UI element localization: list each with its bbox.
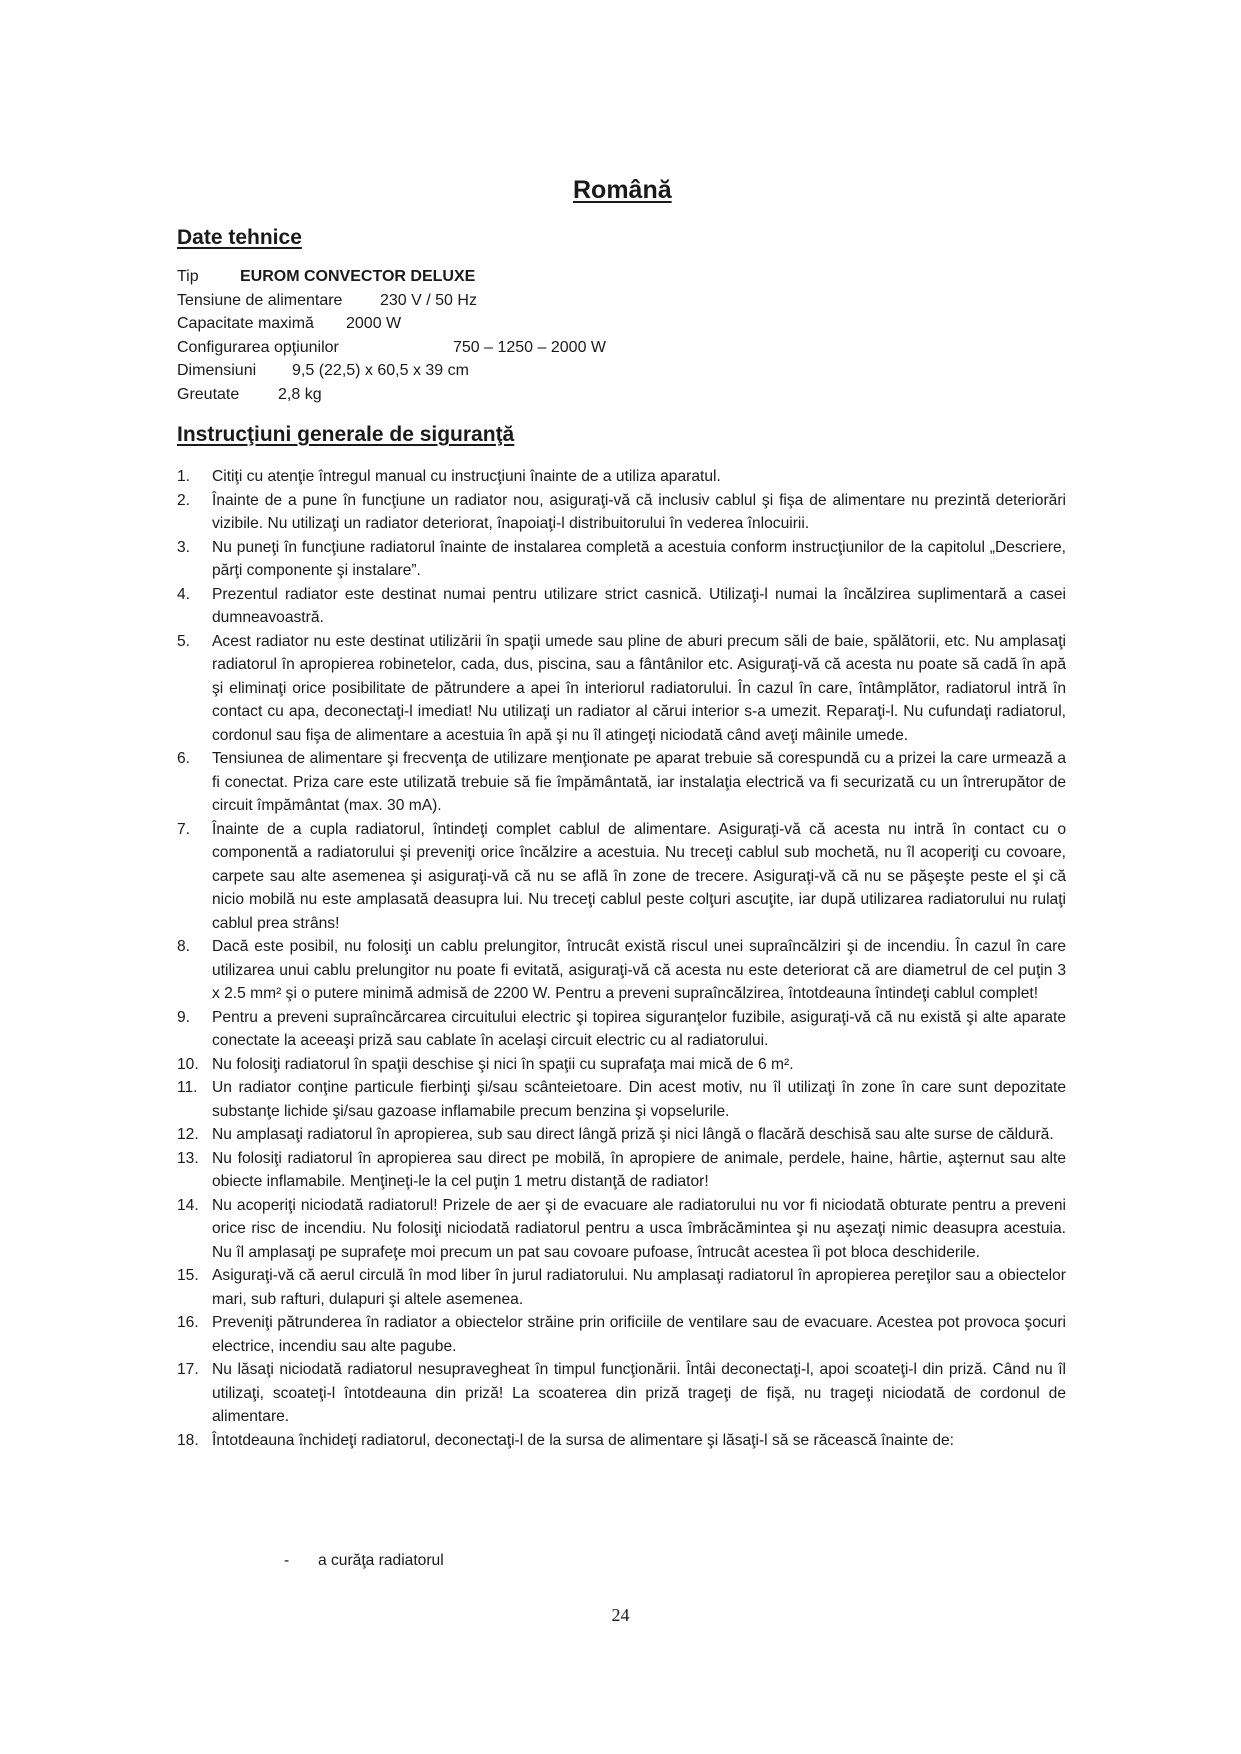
item-text: Nu folosiţi radiatorul în apropierea sau direct pe mobilă, în apropiere de animale, perdele, haine, hârtie, aşternut sau alte obiecte inflamabile. Menţineţi-le la cel puţin 1 metru distanţă de radiator!: [212, 1149, 1066, 1190]
safety-heading: Instrucţiuni generale de siguranţă: [177, 423, 515, 446]
item-text: Pentru a preveni supraîncărcarea circuitului electric şi topirea siguranţelor fuzibile, asiguraţi-vă că nu există şi alte aparate conectate la aceeaşi priză sau cablate în acelaşi circuit electric cu al radiatorului.: [212, 1008, 1066, 1049]
spec-row-weight: [177, 383, 342, 407]
spec-label: Dimensiuni: [177, 362, 257, 379]
item-text: Întotdeauna închideţi radiatorul, deconectaţi-l de la sursa de alimentare şi lăsaţi-l să se răcească înainte de:: [212, 1431, 954, 1449]
item-text: Citiţi cu atenţie întregul manual cu instrucţiuni înainte de a utiliza aparatul.: [212, 468, 721, 485]
list-item: [177, 536, 1066, 583]
list-item: [177, 1429, 1066, 1453]
list-item: [177, 1358, 1066, 1429]
item-number: 18.: [177, 1431, 199, 1449]
list-item: [177, 489, 1066, 536]
list-item: [177, 818, 1066, 936]
spec-value: 2000 W: [346, 315, 402, 332]
spec-row-dimensions: [177, 359, 469, 383]
list-item: [177, 1076, 1066, 1123]
item-number: 7.: [177, 820, 191, 838]
spec-label: Configurarea opţiunilor: [177, 338, 339, 356]
safety-instructions-list: [177, 465, 1066, 1452]
item-text: Un radiator conţine particule fierbinţi şi/sau scânteietoare. Din acest motiv, nu îl utilizaţi în zone în care sunt depozitate substanţe lichide şi/sau gazoase inflamabile precum benzina şi vopselurile.: [212, 1079, 1066, 1120]
list-item: [177, 1194, 1066, 1265]
item-number: 4.: [177, 585, 191, 603]
list-item: [177, 935, 1066, 1006]
sub-list-item: [284, 1549, 444, 1573]
item-number: 6.: [177, 750, 191, 767]
item-text: Înainte de a cupla radiatorul, întindeţi complet cablul de alimentare. Asiguraţi-vă că acesta nu intră în contact cu o componentă a radiatorului şi preveniţi orice încălzire a acestuia. Nu treceţi cablul sub mochetă, nu îl acoperiţi cu covoare, carpete sau alte asemenea şi asiguraţi-vă că nu se află în zone de trecere. Asiguraţi-vă că nu se păşeşte peste el şi că nicio mobilă nu este amplasată deasupra lui. Nu treceţi cablul peste colţuri ascuţite, iar după utilizarea radiatorului nu rulaţi cablul prea strâns!: [212, 820, 1066, 932]
technical-data-heading: Date tehnice: [177, 226, 302, 249]
spec-row-type: [177, 265, 476, 289]
sub-item-text: a curăţa radiatorul: [318, 1552, 444, 1569]
dash-bullet: -: [284, 1552, 290, 1569]
item-text: Nu amplasaţi radiatorul în apropierea, sub sau direct lângă priză şi nici lângă o flacără deschisă sau alte surse de căldură.: [212, 1126, 1054, 1143]
spec-row-voltage: [177, 289, 477, 313]
spec-row-capacity: [177, 312, 402, 336]
item-number: 15.: [177, 1267, 199, 1284]
list-item: [177, 583, 1066, 630]
spec-value: EUROM CONVECTOR DELUXE: [240, 268, 476, 285]
list-item: [177, 747, 1066, 818]
spec-label: Capacitate maximă: [177, 315, 314, 332]
spec-value: 2,8 kg: [278, 385, 322, 403]
item-number: 12.: [177, 1126, 199, 1143]
item-text: Dacă este posibil, nu folosiţi un cablu prelungitor, întrucât există riscul unei supraîncălziri şi de incendiu. În cazul în care utilizarea unui cablu prelungitor nu poate fi evitată, asiguraţi-vă că acesta nu este deteriorat că are diametrul de cel puţin 3 x 2.5 mm² şi o putere minimă admisă de 2200 W. Pentru a preveni supraîncălzirea, întotdeauna întindeţi cablul complet!: [212, 938, 1066, 1002]
item-number: 14.: [177, 1196, 199, 1214]
page-number: 24: [611, 1605, 630, 1625]
list-item: [177, 630, 1066, 748]
spec-label: Tensiune de alimentare: [177, 291, 343, 309]
list-item: [177, 465, 1066, 489]
item-text: Preveniţi pătrunderea în radiator a obiectelor străine prin orificiile de ventilare sau de evacuare. Acestea pot provoca şocuri electrice, incendiu sau alte pagube.: [212, 1314, 1066, 1355]
spec-row-options: [177, 336, 607, 360]
list-item: [177, 1264, 1066, 1311]
page-title: Română: [573, 176, 672, 204]
item-text: Nu lăsaţi niciodată radiatorul nesupravegheat în timpul funcţionării. Întâi deconectaţi-l, apoi scoateţi-l din priză. Când nu îl utilizaţi, scoateţi-l întotdeauna din priză! La scoaterea din priză trageţi de fişă, nu trageţi niciodată de cordonul de alimentare.: [212, 1361, 1066, 1425]
spec-value: 9,5 (22,5) x 60,5 x 39 cm: [292, 362, 469, 379]
item-number: 10.: [177, 1055, 199, 1073]
item-number: 3.: [177, 538, 191, 556]
item-text: Nu puneţi în funcţiune radiatorul înainte de instalarea completă a acestuia conform instrucţiunilor de la capitolul „Descriere, părţi componente şi instalare”.: [212, 538, 1066, 579]
item-number: 13.: [177, 1149, 199, 1167]
list-item: [177, 1053, 1066, 1077]
item-text: Acest radiator nu este destinat utilizării în spaţii umede sau pline de aburi precum săli de baie, spălătorii, etc. Nu amplasaţi radiatorul în apropierea robinetelor, cada, dus, piscina, sau a fântânilor etc. Asiguraţi-vă că acesta nu poate să cadă în apă şi eliminaţi orice posibilitate de pătrundere a apei în interiorul radiatorului. În cazul în care, întâmplător, radiatorul intră în contact cu apa, deconectaţi-l imediat! Nu utilizaţi un radiator al cărui interior s-a umezit. Reparaţi-l. Nu cufundaţi radiatorul, cordonul sau fişa de alimentare a acestuia în apă şi nu îl atingeţi niciodată când aveţi mâinile umede.: [212, 632, 1066, 744]
item-number: 5.: [177, 632, 191, 650]
item-number: 1.: [177, 468, 191, 485]
spec-value: 750 – 1250 – 2000 W: [453, 338, 607, 356]
item-number: 17.: [177, 1361, 199, 1378]
item-text: Asiguraţi-vă că aerul circulă în mod liber în jurul radiatorului. Nu amplasaţi radiatorul în apropierea pereţilor sau a obiectelor mari, sub rafturi, dulapuri şi altele asemenea.: [212, 1267, 1066, 1308]
list-item: [177, 1123, 1066, 1147]
item-number: 11.: [177, 1079, 198, 1096]
item-number: 8.: [177, 938, 191, 955]
item-text: Nu folosiţi radiatorul în spaţii deschise şi nici în spaţii cu suprafaţa mai mică de 6 m².: [212, 1055, 794, 1073]
spec-value: 230 V / 50 Hz: [380, 291, 477, 309]
item-text: Înainte de a pune în funcţiune un radiator nou, asiguraţi-vă că inclusiv cablul şi fişa de alimentare nu prezintă deteriorări vizibile. Nu utilizaţi un radiator deteriorat, înapoiaţi-l distribuitorului în vederea înlocuirii.: [212, 491, 1066, 532]
item-number: 9.: [177, 1008, 191, 1026]
item-text: Tensiunea de alimentare şi frecvenţa de utilizare menţionate pe aparat trebuie să corespundă cu a prizei la care urmează a fi conectat. Priza care este utilizată trebuie să fie împământată, iar instalaţia electrică va fi securizată cu un întrerupător de circuit împământat (max. 30 mA).: [212, 750, 1066, 814]
list-item: [177, 1147, 1066, 1194]
list-item: [177, 1006, 1066, 1053]
technical-data-table: [177, 265, 607, 406]
item-number: 2.: [177, 491, 191, 509]
list-item: [177, 1311, 1066, 1358]
item-text: Nu acoperiţi niciodată radiatorul! Prizele de aer şi de evacuare ale radiatorului nu vor fi niciodată obturate pentru a preveni orice risc de incendiu. Nu folosiţi niciodată radiatorul pentru a usca îmbrăcămintea şi nu aşezaţi nimic deasupra acestuia. Nu îl amplasaţi pe suprafeţe moi precum un pat sau covoare pufoase, întrucât acestea îi pot bloca deschiderile.: [212, 1196, 1066, 1261]
item-number: 16.: [177, 1314, 199, 1331]
spec-label: Tip: [177, 268, 199, 285]
spec-label: Greutate: [177, 385, 240, 403]
item-text: Prezentul radiator este destinat numai pentru utilizare strict casnică. Utilizaţi-l numai la încălzirea suplimentară a casei dumneavoastră.: [212, 585, 1066, 626]
